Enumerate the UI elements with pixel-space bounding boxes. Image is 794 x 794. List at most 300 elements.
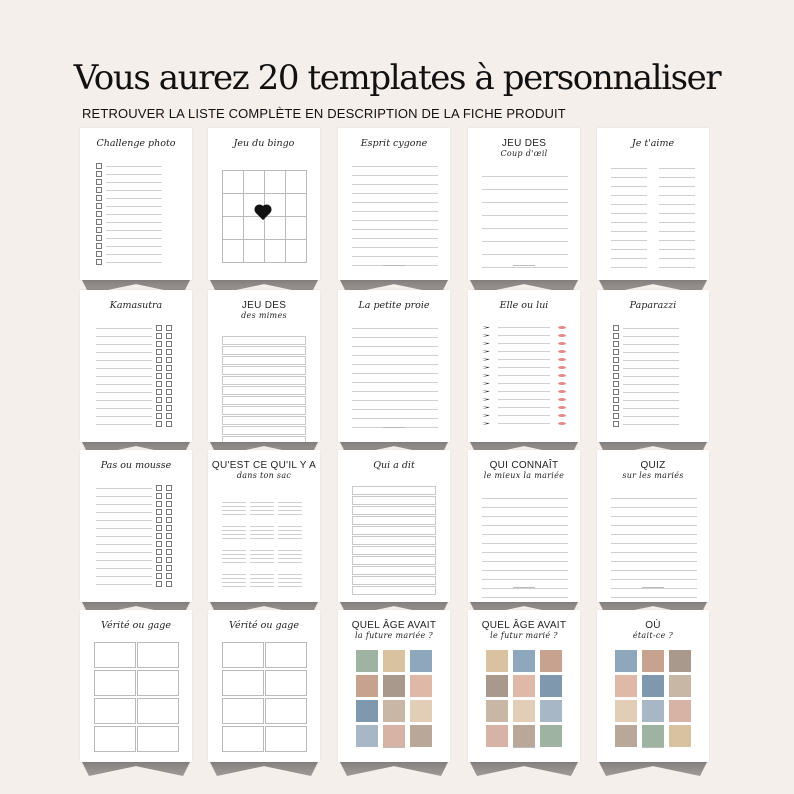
text-line	[611, 570, 697, 571]
text-line	[96, 416, 152, 417]
text-line	[498, 423, 550, 424]
text-line	[498, 343, 550, 344]
template-title: Paparazzi	[629, 300, 677, 311]
checkbox-icon	[156, 357, 162, 363]
portrait-photo	[410, 650, 432, 672]
checkbox-icon	[96, 163, 102, 169]
portrait-photo	[486, 650, 508, 672]
template-card	[468, 128, 580, 280]
answer-box	[222, 386, 306, 395]
portrait-photo	[356, 675, 378, 697]
text-line	[482, 498, 568, 499]
text-line	[611, 588, 697, 589]
chevron-icon	[482, 406, 490, 409]
truth-dare-card	[94, 670, 136, 696]
text-line	[278, 558, 302, 559]
answer-box	[352, 506, 436, 515]
bingo-cell	[243, 170, 265, 194]
checkbox-icon	[613, 373, 619, 379]
template-page	[597, 128, 709, 280]
portrait-photo	[669, 650, 691, 672]
checkbox-icon	[166, 557, 172, 563]
template-title: Vérité ou gage	[229, 620, 299, 631]
text-line	[96, 568, 152, 569]
chevron-icon	[482, 326, 490, 329]
text-line	[611, 168, 647, 169]
answer-box	[352, 496, 436, 505]
checkbox-icon	[166, 325, 172, 331]
text-line	[96, 400, 152, 401]
text-line	[106, 262, 162, 263]
checkbox-icon	[166, 581, 172, 587]
signature-line	[642, 587, 664, 588]
bingo-cell	[264, 239, 286, 263]
truth-dare-card	[265, 726, 307, 752]
template-title: Vérité ou gage	[101, 620, 171, 631]
portrait-photo	[615, 725, 637, 747]
template-title-caps: OÙ	[645, 620, 661, 631]
bingo-cell	[243, 239, 265, 263]
template-card	[208, 290, 320, 442]
template-title-script: dans ton sac	[236, 471, 292, 480]
checkbox-icon	[96, 203, 102, 209]
template-card	[597, 610, 709, 762]
text-line	[623, 336, 679, 337]
portrait-photo	[642, 675, 664, 697]
truth-dare-card	[94, 726, 136, 752]
portrait-photo	[356, 725, 378, 747]
text-line	[623, 376, 679, 377]
template-page	[468, 450, 580, 602]
template-title-script: des mimes	[241, 311, 287, 320]
text-line	[106, 222, 162, 223]
checkbox-icon	[166, 397, 172, 403]
text-line	[352, 391, 438, 392]
text-line	[623, 328, 679, 329]
text-line	[250, 510, 274, 511]
template-card	[468, 610, 580, 762]
text-line	[611, 195, 647, 196]
chevron-icon	[482, 382, 490, 385]
checkbox-icon	[166, 541, 172, 547]
text-line	[352, 229, 438, 230]
portrait-photo	[642, 650, 664, 672]
answer-box	[222, 436, 306, 442]
truth-dare-card	[265, 642, 307, 668]
text-line	[498, 367, 550, 368]
text-line	[352, 193, 438, 194]
text-line	[106, 238, 162, 239]
checkbox-icon	[613, 333, 619, 339]
text-line	[222, 538, 246, 539]
checkbox-icon	[156, 365, 162, 371]
text-line	[659, 213, 695, 214]
template-title	[468, 460, 580, 480]
checkbox-icon	[156, 325, 162, 331]
text-line	[482, 241, 568, 242]
checkbox-icon	[156, 421, 162, 427]
answer-box	[222, 376, 306, 385]
template-title-caps: JEU DES	[501, 138, 547, 149]
text-line	[96, 528, 152, 529]
text-line	[96, 368, 152, 369]
portrait-photo	[410, 675, 432, 697]
text-line	[96, 384, 152, 385]
text-line	[278, 502, 302, 503]
portrait-photo	[669, 700, 691, 722]
truth-dare-card	[222, 698, 264, 724]
text-line	[352, 175, 438, 176]
text-line	[96, 352, 152, 353]
template-title	[208, 460, 320, 480]
text-line	[611, 213, 647, 214]
chevron-icon	[482, 334, 490, 337]
template-page	[80, 610, 192, 762]
text-line	[611, 231, 647, 232]
text-line	[482, 189, 568, 190]
text-line	[96, 488, 152, 489]
text-line	[482, 534, 568, 535]
template-card	[208, 610, 320, 762]
portrait-photo	[540, 650, 562, 672]
bingo-cell	[222, 170, 244, 194]
text-line	[250, 554, 274, 555]
answer-box	[222, 366, 306, 375]
portrait-photo	[486, 700, 508, 722]
text-line	[250, 502, 274, 503]
text-line	[222, 554, 246, 555]
portrait-photo	[615, 650, 637, 672]
checkbox-icon	[166, 573, 172, 579]
checkbox-icon	[166, 485, 172, 491]
bingo-cell	[222, 193, 244, 217]
template-page	[597, 290, 709, 442]
checkbox-icon	[166, 533, 172, 539]
text-line	[498, 399, 550, 400]
checkbox-icon	[166, 365, 172, 371]
checkbox-icon	[96, 235, 102, 241]
bingo-cell	[264, 216, 286, 240]
text-line	[278, 510, 302, 511]
template-page	[468, 128, 580, 280]
template-title: Challenge photo	[96, 138, 176, 149]
bingo-cell	[285, 170, 307, 194]
checkbox-icon	[96, 259, 102, 265]
template-card	[338, 290, 450, 442]
text-line	[611, 267, 647, 268]
text-line	[222, 530, 246, 531]
template-page	[80, 290, 192, 442]
text-line	[106, 166, 162, 167]
template-title	[208, 300, 320, 320]
text-line	[278, 586, 302, 587]
text-line	[611, 222, 647, 223]
checkbox-icon	[156, 501, 162, 507]
text-line	[96, 392, 152, 393]
template-card	[80, 290, 192, 442]
checkbox-icon	[156, 413, 162, 419]
text-line	[498, 407, 550, 408]
answer-box	[352, 516, 436, 525]
template-title	[338, 620, 450, 640]
text-line	[106, 254, 162, 255]
text-line	[250, 574, 274, 575]
text-line	[482, 579, 568, 580]
text-line	[352, 238, 438, 239]
checkbox-icon	[166, 373, 172, 379]
text-line	[659, 186, 695, 187]
text-line	[250, 578, 274, 579]
text-line	[611, 561, 697, 562]
text-line	[106, 230, 162, 231]
text-line	[611, 249, 647, 250]
answer-box	[352, 536, 436, 545]
template-card	[597, 290, 709, 442]
text-line	[222, 558, 246, 559]
template-title-caps: QUI CONNAÎT	[489, 460, 559, 471]
template-card	[597, 128, 709, 280]
text-line	[623, 368, 679, 369]
template-title: Jeu du bingo	[233, 138, 295, 149]
signature-line	[513, 265, 535, 266]
text-line	[250, 538, 274, 539]
signature-line	[513, 587, 535, 588]
text-line	[106, 174, 162, 175]
text-line	[222, 574, 246, 575]
text-line	[96, 408, 152, 409]
checkbox-icon	[166, 389, 172, 395]
portrait-photo	[383, 725, 405, 747]
text-line	[352, 184, 438, 185]
checkbox-icon	[156, 405, 162, 411]
text-line	[222, 578, 246, 579]
portrait-photo	[540, 725, 562, 747]
text-line	[482, 267, 568, 268]
text-line	[482, 215, 568, 216]
text-line	[611, 258, 647, 259]
checkbox-icon	[166, 493, 172, 499]
template-title-script: était-ce ?	[632, 631, 674, 640]
text-line	[222, 562, 246, 563]
template-title-caps: QUEL ÂGE AVAIT	[351, 620, 437, 631]
text-line	[222, 534, 246, 535]
text-line	[96, 344, 152, 345]
truth-dare-card	[222, 670, 264, 696]
checkbox-icon	[166, 357, 172, 363]
text-line	[623, 392, 679, 393]
checkbox-icon	[156, 341, 162, 347]
checkbox-icon	[166, 333, 172, 339]
text-line	[250, 514, 274, 515]
text-line	[659, 258, 695, 259]
lips-icon	[558, 334, 566, 337]
checkbox-icon	[156, 373, 162, 379]
answer-box	[222, 336, 306, 345]
answer-box	[352, 526, 436, 535]
checkbox-icon	[156, 333, 162, 339]
text-line	[611, 507, 697, 508]
portrait-photo	[410, 700, 432, 722]
answer-box	[222, 396, 306, 405]
text-line	[611, 240, 647, 241]
text-line	[482, 543, 568, 544]
checkbox-icon	[96, 227, 102, 233]
text-line	[482, 552, 568, 553]
chevron-icon	[482, 398, 490, 401]
text-line	[623, 360, 679, 361]
text-line	[106, 190, 162, 191]
truth-dare-card	[222, 642, 264, 668]
checkbox-icon	[156, 493, 162, 499]
text-line	[352, 346, 438, 347]
answer-box	[352, 556, 436, 565]
text-line	[96, 512, 152, 513]
text-line	[352, 409, 438, 410]
text-line	[250, 586, 274, 587]
bingo-cell	[285, 193, 307, 217]
text-line	[278, 506, 302, 507]
template-title	[597, 620, 709, 640]
template-page	[338, 450, 450, 602]
text-line	[278, 514, 302, 515]
template-card	[468, 290, 580, 442]
text-line	[278, 582, 302, 583]
checkbox-icon	[156, 485, 162, 491]
lips-icon	[558, 398, 566, 401]
portrait-photo	[669, 725, 691, 747]
text-line	[611, 498, 697, 499]
chevron-icon	[482, 422, 490, 425]
text-line	[352, 418, 438, 419]
answer-box	[222, 346, 306, 355]
text-line	[352, 166, 438, 167]
text-line	[623, 344, 679, 345]
checkbox-icon	[613, 325, 619, 331]
portrait-photo	[356, 700, 378, 722]
checkbox-icon	[96, 187, 102, 193]
template-card	[338, 450, 450, 602]
template-page	[338, 610, 450, 762]
text-line	[278, 578, 302, 579]
truth-dare-card	[137, 698, 179, 724]
checkbox-icon	[96, 251, 102, 257]
text-line	[352, 382, 438, 383]
checkbox-icon	[166, 525, 172, 531]
template-title: La petite proie	[358, 300, 430, 311]
template-card	[208, 128, 320, 280]
text-line	[352, 220, 438, 221]
text-line	[611, 534, 697, 535]
portrait-photo	[540, 675, 562, 697]
text-line	[482, 525, 568, 526]
text-line	[106, 246, 162, 247]
text-line	[96, 376, 152, 377]
hero-title: Vous aurez 20 templates à personnaliser	[73, 58, 721, 98]
template-page	[208, 290, 320, 442]
template-title	[468, 138, 580, 158]
text-line	[611, 525, 697, 526]
checkbox-icon	[156, 397, 162, 403]
text-line	[250, 526, 274, 527]
text-line	[250, 530, 274, 531]
text-line	[482, 176, 568, 177]
checkbox-icon	[156, 573, 162, 579]
text-line	[96, 360, 152, 361]
template-title: Elle ou lui	[499, 300, 549, 311]
text-line	[482, 561, 568, 562]
template-page	[208, 610, 320, 762]
text-line	[611, 516, 697, 517]
text-line	[623, 408, 679, 409]
text-line	[222, 502, 246, 503]
text-line	[352, 211, 438, 212]
chevron-icon	[482, 390, 490, 393]
answer-box	[352, 586, 436, 595]
checkbox-icon	[166, 549, 172, 555]
lips-icon	[558, 326, 566, 329]
template-card	[338, 128, 450, 280]
checkbox-icon	[156, 389, 162, 395]
text-line	[611, 186, 647, 187]
chevron-icon	[482, 350, 490, 353]
template-card	[80, 450, 192, 602]
truth-dare-card	[137, 642, 179, 668]
template-title-caps: QUEL ÂGE AVAIT	[481, 620, 567, 631]
text-line	[250, 562, 274, 563]
text-line	[659, 267, 695, 268]
text-line	[482, 516, 568, 517]
truth-dare-card	[94, 642, 136, 668]
portrait-photo	[540, 700, 562, 722]
portrait-photo	[383, 650, 405, 672]
text-line	[96, 552, 152, 553]
text-line	[278, 534, 302, 535]
text-line	[352, 355, 438, 356]
text-line	[278, 562, 302, 563]
checkbox-icon	[96, 211, 102, 217]
truth-dare-card	[265, 670, 307, 696]
checkbox-icon	[613, 381, 619, 387]
answer-box	[222, 356, 306, 365]
template-page	[208, 450, 320, 602]
text-line	[659, 249, 695, 250]
portrait-photo	[383, 700, 405, 722]
text-line	[498, 351, 550, 352]
template-page	[468, 290, 580, 442]
template-title-script: la future mariée ?	[355, 631, 433, 640]
checkbox-icon	[96, 179, 102, 185]
lips-icon	[558, 390, 566, 393]
template-title-script: le futur marié ?	[490, 631, 558, 640]
portrait-photo	[642, 725, 664, 747]
text-line	[611, 177, 647, 178]
text-line	[278, 574, 302, 575]
truth-dare-card	[137, 670, 179, 696]
checkbox-icon	[166, 517, 172, 523]
checkbox-icon	[156, 525, 162, 531]
text-line	[498, 415, 550, 416]
template-card	[80, 128, 192, 280]
answer-box	[352, 486, 436, 495]
text-line	[659, 168, 695, 169]
portrait-photo	[513, 725, 535, 747]
bingo-cell	[264, 170, 286, 194]
lips-icon	[558, 422, 566, 425]
checkbox-icon	[156, 557, 162, 563]
text-line	[611, 204, 647, 205]
template-page	[597, 450, 709, 602]
text-line	[498, 375, 550, 376]
